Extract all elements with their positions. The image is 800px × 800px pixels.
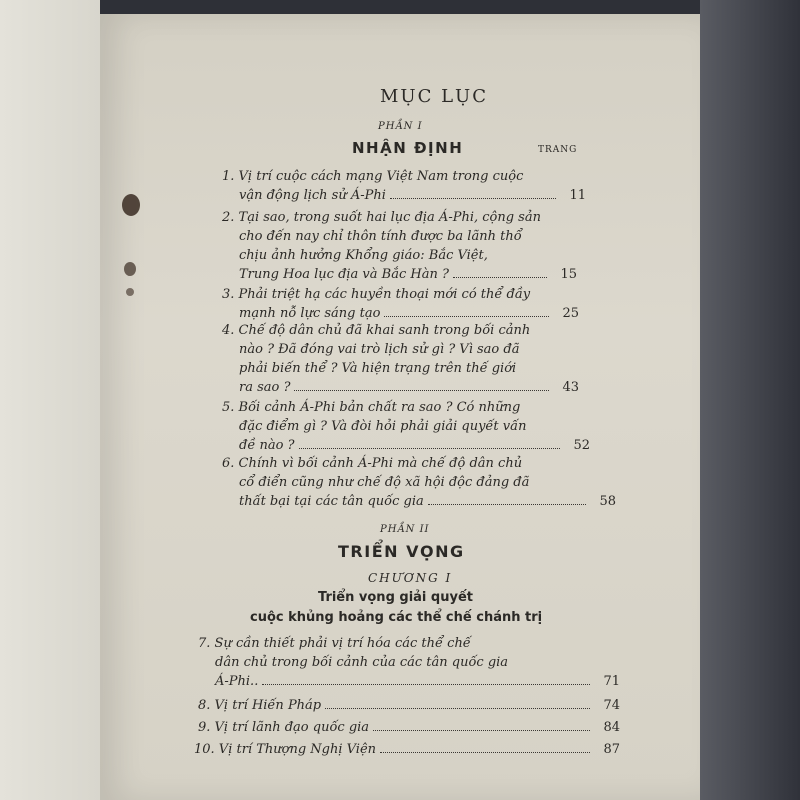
page-number: 71: [603, 674, 620, 689]
background-left: [0, 0, 100, 800]
entry-line: đề nào ?: [239, 438, 295, 453]
part1-label: PHẦN I: [378, 121, 423, 132]
entry-line: cho đến nay chỉ thôn tính được ba lãnh thổ: [239, 229, 522, 244]
toc-entry-10: [194, 740, 620, 759]
toc-entry-8: [198, 696, 620, 715]
chapter-subtitle-line2: cuộc khủng hoảng các thể chế chánh trị: [250, 610, 543, 625]
entry-line: 7. Sự cần thiết phải vị trí hóa các thể chế: [198, 636, 471, 651]
entry-line: 9. Vị trí lãnh đạo quốc gia: [198, 720, 370, 735]
entry-line: phải biến thể ? Và hiện trạng trên thế giới: [239, 361, 517, 376]
part1-title: NHẬN ĐỊNH: [352, 139, 464, 157]
dot-leader: [294, 389, 549, 391]
entry-line: cổ điển cũng như chế độ xã hội độc đảng đã: [239, 475, 530, 490]
page-number: 58: [599, 494, 616, 509]
toc-entry-6: [222, 454, 616, 511]
dot-leader: [384, 315, 549, 317]
page-number: 25: [562, 306, 579, 321]
part2-title: TRIỂN VỌNG: [338, 542, 465, 561]
ink-stain: [122, 194, 140, 216]
entry-line: dân chủ trong bối cảnh của các tân quốc gia: [215, 655, 509, 670]
page-number: 11: [569, 188, 586, 203]
toc-heading: MỤC LỤC: [380, 86, 488, 107]
page-number: 52: [573, 438, 590, 453]
entry-line: 2. Tại sao, trong suốt hai lục địa Á-Phi, cộng sản: [222, 210, 541, 225]
dot-leader: [373, 729, 590, 731]
dot-leader: [390, 197, 556, 199]
entry-line: nào ? Đã đóng vai trò lịch sử gì ? Vì sao đã: [239, 342, 520, 357]
page-column-header: TRANG: [538, 145, 578, 155]
toc-entry-9: [198, 718, 620, 737]
background-top: [100, 0, 700, 14]
page-number: 74: [603, 698, 620, 713]
chapter-subtitle-line1: Triển vọng giải quyết: [318, 590, 473, 605]
dot-leader: [325, 707, 590, 709]
entry-line: mạnh nỗ lực sáng tạo: [239, 306, 381, 321]
toc-entry-2: [222, 208, 577, 284]
entry-line: Trung Hoa lục địa và Bắc Hàn ?: [239, 267, 449, 282]
entry-line: 1. Vị trí cuộc cách mạng Việt Nam trong cuộc: [222, 169, 524, 184]
dot-leader: [380, 751, 590, 753]
page-number: 87: [603, 742, 620, 757]
entry-line: 3. Phải triệt hạ các huyền thoại mới có thể đầy: [222, 287, 531, 302]
toc-entry-5: [222, 398, 590, 455]
entry-line: 5. Bối cảnh Á-Phi bản chất ra sao ? Có những: [222, 400, 521, 415]
toc-entry-1: [222, 167, 586, 205]
background-right: [700, 0, 800, 800]
toc-entry-7: [198, 634, 620, 691]
toc-entry-4: [222, 321, 579, 397]
entry-line: thất bại tại các tân quốc gia: [239, 494, 424, 509]
dot-leader: [428, 503, 586, 505]
entry-line: Á-Phi..: [215, 674, 259, 689]
page-number: 15: [560, 267, 577, 282]
entry-line: đặc điểm gì ? Và đòi hỏi phải giải quyết vấn: [239, 419, 527, 434]
chapter-label: CHƯƠNG I: [368, 571, 453, 585]
page-number: 84: [603, 720, 620, 735]
entry-line: 4. Chế độ dân chủ đã khai sanh trong bối cảnh: [222, 323, 531, 338]
entry-line: chịu ảnh hưởng Khổng giáo: Bắc Việt,: [239, 248, 488, 263]
book-page: [100, 14, 700, 800]
entry-line: vận động lịch sử Á-Phi: [239, 188, 386, 203]
dot-leader: [453, 276, 547, 278]
ink-stain: [126, 288, 134, 296]
dot-leader: [299, 447, 560, 449]
page-number: 43: [562, 380, 579, 395]
toc-entry-3: [222, 285, 579, 323]
entry-line: 10. Vị trí Thượng Nghị Viện: [194, 742, 377, 757]
dot-leader: [262, 683, 590, 685]
ink-stain: [124, 262, 136, 276]
entry-line: 8. Vị trí Hiến Pháp: [198, 698, 322, 713]
part2-label: PHẦN II: [380, 524, 430, 535]
entry-line: ra sao ?: [239, 380, 291, 395]
entry-line: 6. Chính vì bối cảnh Á-Phi mà chế độ dân chủ: [222, 456, 523, 471]
